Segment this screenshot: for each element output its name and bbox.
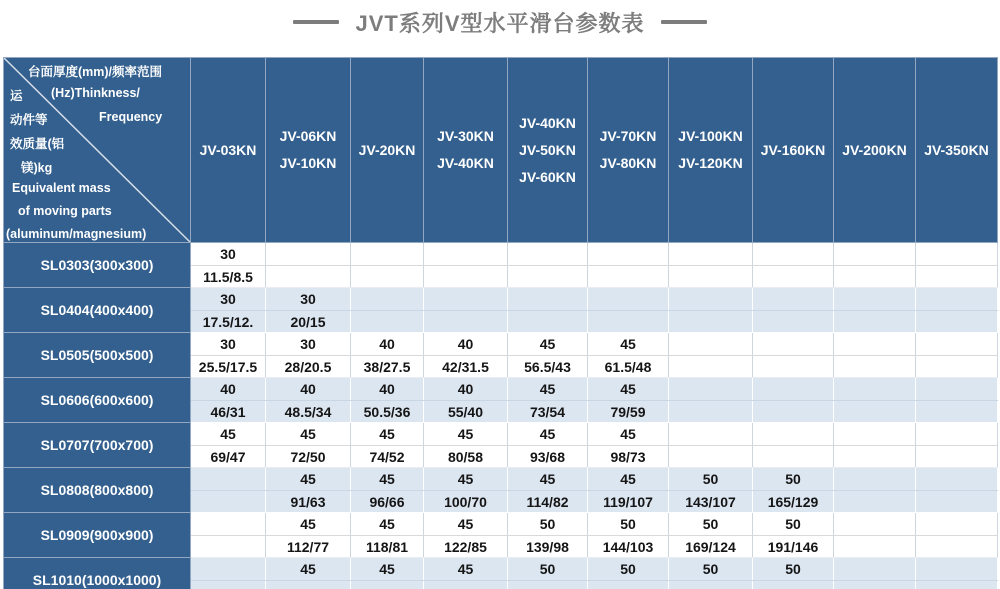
cell-thickness <box>916 558 998 581</box>
table-row <box>4 423 998 446</box>
column-header-label: JV-40KN <box>437 155 494 171</box>
cell-thickness: 45 <box>191 423 266 446</box>
cell-mass <box>834 311 916 333</box>
cell-thickness: 45 <box>351 468 424 491</box>
cell-thickness: 40 <box>424 378 508 401</box>
cell-mass: 74/52 <box>351 446 424 468</box>
cell-mass <box>588 311 669 333</box>
cell-mass <box>351 311 424 333</box>
cell-thickness <box>916 468 998 491</box>
cell-thickness <box>916 423 998 446</box>
cell-thickness <box>916 333 998 356</box>
cell-mass <box>588 581 669 589</box>
cell-mass: 46/31 <box>191 401 266 423</box>
cell-mass: 98/73 <box>588 446 669 468</box>
page-title-text: JVT系列V型水平滑台参数表 <box>355 10 645 36</box>
cell-thickness <box>424 288 508 311</box>
cell-mass <box>191 581 266 589</box>
corner-line3-left: 动件等 <box>10 113 48 127</box>
table-row <box>4 468 998 491</box>
column-header-jv-100kn-jv-120kn <box>669 58 753 243</box>
corner-line7: of moving parts <box>18 204 112 218</box>
column-header-label: JV-100KN <box>678 128 743 144</box>
cell-thickness: 50 <box>669 513 753 536</box>
cell-mass <box>753 311 834 333</box>
row-label-sl1010: SL1010(1000x1000) <box>4 558 191 589</box>
cell-mass <box>916 581 998 589</box>
cell-mass <box>916 356 998 378</box>
cell-mass <box>669 401 753 423</box>
column-header-label: JV-50KN <box>519 141 576 158</box>
cell-mass: 55/40 <box>424 401 508 423</box>
cell-mass: 139/98 <box>508 536 588 558</box>
column-header-jv-03kn <box>191 58 266 243</box>
row-label-sl0808: SL0808(800x800) <box>4 468 191 513</box>
cell-mass: 17.5/12. <box>191 311 266 333</box>
cell-mass: 191/146 <box>753 536 834 558</box>
cell-mass <box>669 311 753 333</box>
column-header-label: JV-80KN <box>599 155 657 171</box>
column-header-label: JV-20KN <box>358 141 416 158</box>
column-header-label: JV-60KN <box>519 168 576 185</box>
cell-thickness: 40 <box>191 378 266 401</box>
cell-thickness: 45 <box>424 468 508 491</box>
cell-thickness: 40 <box>424 333 508 356</box>
cell-thickness: 30 <box>266 288 351 311</box>
cell-mass <box>508 266 588 288</box>
cell-thickness: 45 <box>508 423 588 446</box>
cell-thickness <box>191 513 266 536</box>
cell-mass <box>916 311 998 333</box>
cell-thickness <box>753 378 834 401</box>
cell-thickness: 40 <box>266 378 351 401</box>
cell-thickness <box>834 558 916 581</box>
cell-mass <box>424 266 508 288</box>
column-header-jv-20kn <box>351 58 424 243</box>
cell-mass: 169/124 <box>669 536 753 558</box>
cell-mass: 38/27.5 <box>351 356 424 378</box>
column-header-label: JV-40KN <box>519 114 576 131</box>
cell-mass <box>916 446 998 468</box>
column-header-label: JV-120KN <box>678 155 743 171</box>
column-header-label: JV-03KN <box>199 141 257 158</box>
cell-thickness: 50 <box>588 513 669 536</box>
cell-mass <box>508 581 588 589</box>
cell-mass: 93/68 <box>508 446 588 468</box>
cell-thickness <box>753 288 834 311</box>
cell-thickness: 50 <box>669 468 753 491</box>
column-header-jv-06kn-jv-10kn <box>266 58 351 243</box>
row-label-sl0707: SL0707(700x700) <box>4 423 191 468</box>
title-dash-right <box>661 20 707 24</box>
cell-mass: 144/103 <box>588 536 669 558</box>
cell-mass: 73/54 <box>508 401 588 423</box>
cell-thickness: 45 <box>508 468 588 491</box>
cell-mass <box>669 356 753 378</box>
cell-mass: 80/58 <box>424 446 508 468</box>
table-body <box>4 243 998 589</box>
cell-thickness <box>191 468 266 491</box>
cell-mass <box>753 266 834 288</box>
cell-thickness: 45 <box>351 423 424 446</box>
cell-mass <box>424 581 508 589</box>
table-row <box>4 378 998 401</box>
cell-thickness <box>351 243 424 266</box>
cell-thickness <box>424 243 508 266</box>
corner-line8: (aluminum/magnesium) <box>6 227 147 241</box>
cell-thickness <box>669 243 753 266</box>
cell-thickness: 30 <box>191 288 266 311</box>
cell-mass: 42/31.5 <box>424 356 508 378</box>
table-row <box>4 288 998 311</box>
corner-line1: 台面厚度(mm)/频率范围 <box>28 65 163 79</box>
cell-thickness <box>834 378 916 401</box>
cell-mass: 114/82 <box>508 491 588 513</box>
cell-mass: 48.5/34 <box>266 401 351 423</box>
cell-thickness: 45 <box>266 558 351 581</box>
column-header-label: JV-10KN <box>279 155 337 171</box>
cell-thickness <box>669 288 753 311</box>
cell-thickness <box>916 288 998 311</box>
cell-thickness <box>191 558 266 581</box>
cell-thickness: 45 <box>424 423 508 446</box>
corner-line2-left: 运 <box>10 89 23 103</box>
cell-thickness <box>916 378 998 401</box>
column-header-label: JV-160KN <box>760 141 826 158</box>
cell-thickness: 50 <box>508 558 588 581</box>
cell-mass: 72/50 <box>266 446 351 468</box>
cell-mass: 91/63 <box>266 491 351 513</box>
cell-thickness: 40 <box>351 378 424 401</box>
cell-thickness: 30 <box>191 243 266 266</box>
parameter-table <box>3 57 998 589</box>
cell-thickness <box>916 243 998 266</box>
cell-mass <box>834 581 916 589</box>
cell-thickness: 45 <box>588 378 669 401</box>
cell-mass <box>351 581 424 589</box>
column-header-label: JV-30KN <box>437 128 494 144</box>
cell-mass <box>916 401 998 423</box>
column-header-jv-30kn-jv-40kn <box>424 58 508 243</box>
cell-thickness <box>266 243 351 266</box>
cell-mass <box>669 266 753 288</box>
cell-thickness: 45 <box>424 558 508 581</box>
cell-thickness <box>834 288 916 311</box>
column-header-label: JV-350KN <box>924 141 989 158</box>
cell-thickness: 45 <box>351 558 424 581</box>
column-header-jv-40kn-jv-50kn-jv-60kn <box>508 58 588 243</box>
corner-line3-right: Frequency <box>99 110 163 124</box>
cell-thickness: 45 <box>266 513 351 536</box>
cell-mass <box>669 446 753 468</box>
cell-mass: 118/81 <box>351 536 424 558</box>
cell-thickness: 45 <box>508 333 588 356</box>
cell-mass <box>266 266 351 288</box>
corner-line6: Equivalent mass <box>12 181 111 195</box>
cell-mass: 100/70 <box>424 491 508 513</box>
cell-thickness <box>834 243 916 266</box>
cell-thickness: 45 <box>424 513 508 536</box>
cell-mass: 50.5/36 <box>351 401 424 423</box>
cell-mass <box>351 266 424 288</box>
cell-thickness: 30 <box>191 333 266 356</box>
cell-thickness <box>669 333 753 356</box>
row-label-sl0303: SL0303(300x300) <box>4 243 191 288</box>
column-header-jv-160kn <box>753 58 834 243</box>
cell-mass <box>834 536 916 558</box>
cell-mass <box>834 491 916 513</box>
cell-thickness <box>834 333 916 356</box>
title-dash-left <box>293 20 339 24</box>
cell-mass <box>834 266 916 288</box>
cell-mass <box>916 266 998 288</box>
column-header-label: JV-200KN <box>842 141 907 158</box>
cell-mass: 112/77 <box>266 536 351 558</box>
cell-thickness: 45 <box>266 423 351 446</box>
cell-thickness: 45 <box>351 513 424 536</box>
cell-thickness: 50 <box>588 558 669 581</box>
corner-header-cell <box>4 58 191 243</box>
column-header-jv-70kn-jv-80kn <box>588 58 669 243</box>
cell-thickness <box>508 288 588 311</box>
cell-thickness: 45 <box>266 468 351 491</box>
cell-thickness <box>834 513 916 536</box>
column-header-label: JV-70KN <box>599 128 657 144</box>
cell-mass <box>834 356 916 378</box>
cell-mass <box>834 446 916 468</box>
cell-mass: 119/107 <box>588 491 669 513</box>
cell-thickness: 50 <box>753 558 834 581</box>
cell-mass: 20/15 <box>266 311 351 333</box>
cell-mass: 56.5/43 <box>508 356 588 378</box>
cell-mass <box>508 311 588 333</box>
cell-mass: 122/85 <box>424 536 508 558</box>
cell-thickness: 45 <box>588 468 669 491</box>
header-row <box>4 58 998 243</box>
cell-mass: 96/66 <box>351 491 424 513</box>
table-row <box>4 333 998 356</box>
cell-mass <box>588 266 669 288</box>
cell-thickness: 50 <box>753 513 834 536</box>
cell-mass <box>191 536 266 558</box>
cell-mass <box>916 536 998 558</box>
cell-mass <box>916 491 998 513</box>
cell-mass <box>424 311 508 333</box>
cell-thickness <box>351 288 424 311</box>
cell-mass: 69/47 <box>191 446 266 468</box>
cell-thickness: 50 <box>753 468 834 491</box>
cell-thickness <box>916 513 998 536</box>
cell-mass: 165/129 <box>753 491 834 513</box>
row-label-sl0505: SL0505(500x500) <box>4 333 191 378</box>
cell-mass <box>753 401 834 423</box>
cell-mass <box>266 581 351 589</box>
column-header-jv-200kn <box>834 58 916 243</box>
cell-thickness <box>588 243 669 266</box>
cell-thickness <box>834 468 916 491</box>
table-row <box>4 243 998 266</box>
cell-thickness <box>753 423 834 446</box>
cell-mass: 28/20.5 <box>266 356 351 378</box>
cell-mass: 61.5/48 <box>588 356 669 378</box>
cell-mass <box>753 356 834 378</box>
cell-thickness: 50 <box>508 513 588 536</box>
corner-line4: 效质量(铝 <box>10 137 65 151</box>
cell-thickness <box>669 378 753 401</box>
cell-thickness <box>834 423 916 446</box>
column-header-jv-350kn <box>916 58 998 243</box>
cell-mass <box>753 446 834 468</box>
cell-thickness: 40 <box>351 333 424 356</box>
table-row <box>4 558 998 581</box>
cell-thickness: 45 <box>508 378 588 401</box>
cell-thickness: 50 <box>669 558 753 581</box>
column-header-label: JV-06KN <box>279 128 337 144</box>
cell-mass: 79/59 <box>588 401 669 423</box>
page-title <box>0 4 1000 40</box>
cell-mass <box>669 581 753 589</box>
cell-thickness: 45 <box>588 333 669 356</box>
cell-thickness: 30 <box>266 333 351 356</box>
cell-mass: 25.5/17.5 <box>191 356 266 378</box>
cell-mass: 11.5/8.5 <box>191 266 266 288</box>
corner-line5: 镁)kg <box>21 161 53 175</box>
table-row <box>4 513 998 536</box>
row-label-sl0606: SL0606(600x600) <box>4 378 191 423</box>
cell-mass: 143/107 <box>669 491 753 513</box>
cell-thickness <box>508 243 588 266</box>
row-label-sl0909: SL0909(900x900) <box>4 513 191 558</box>
cell-mass <box>834 401 916 423</box>
cell-thickness <box>753 243 834 266</box>
cell-thickness <box>669 423 753 446</box>
corner-line2-right: (Hz)Thinkness/ <box>51 86 140 100</box>
cell-mass <box>191 491 266 513</box>
cell-thickness <box>753 333 834 356</box>
cell-mass <box>753 581 834 589</box>
cell-thickness <box>588 288 669 311</box>
row-label-sl0404: SL0404(400x400) <box>4 288 191 333</box>
cell-thickness: 45 <box>588 423 669 446</box>
